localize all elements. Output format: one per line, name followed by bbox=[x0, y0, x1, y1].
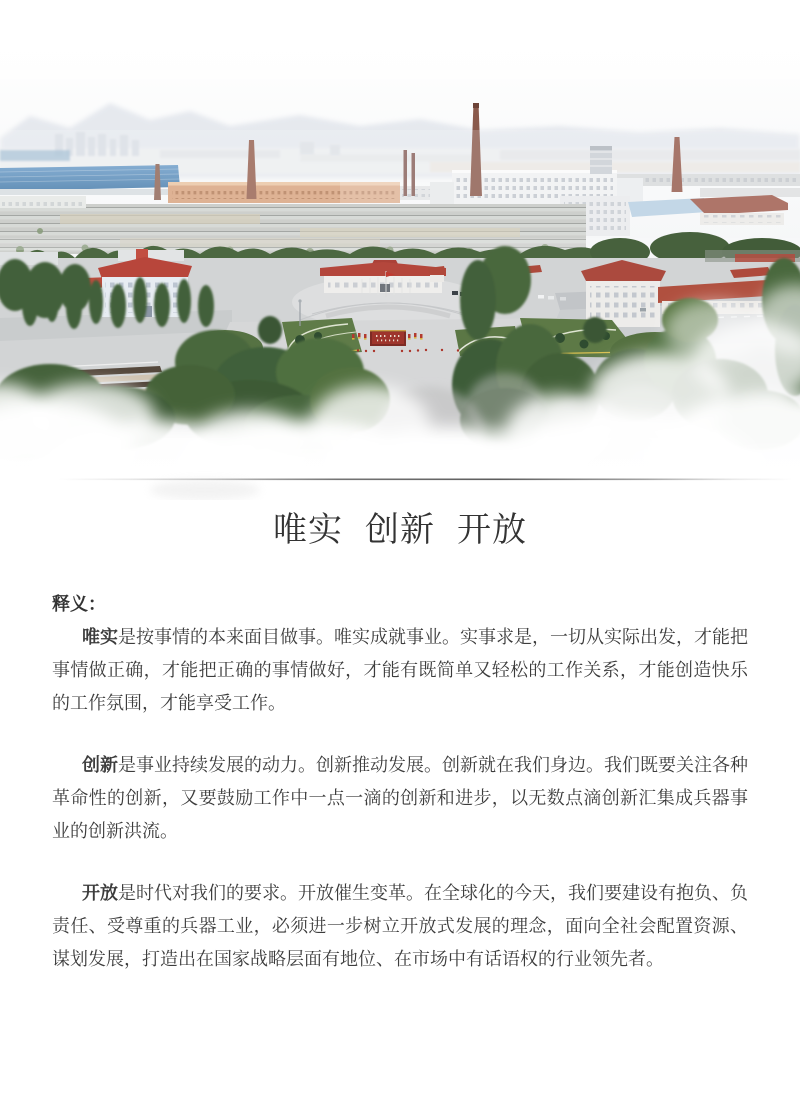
factory-aerial-photo bbox=[0, 0, 800, 500]
paragraph-weishi-text: 是按事情的本来面目做事。唯实成就事业。实事求是，一切从实际出发，才能把事情做正确，才能把正确的事情做好，才能有既简单又轻松的工作关系，才能创造快乐的工作氛围，才能享受工作。 bbox=[52, 627, 748, 714]
paragraph-chuangxin-text: 是事业持续发展的动力。创新推动发展。创新就在我们身边。我们既要关注各种革命性的创新，又要鼓励工作中一点一滴的创新和进步，以无数点滴创新汇集成兵器事业的创新洪流。 bbox=[52, 755, 748, 842]
paragraph-kaifang-text: 是时代对我们的要求。开放催生变革。在全球化的今天，我们要建设有抱负、负责任、受尊重的兵器工业，必须进一步树立开放式发展的理念，面向全社会配置资源、谋划发展，打造出在国家战略层面有地位、在市场中有话语权的行业领先者。 bbox=[52, 883, 748, 970]
paragraph-kaifang-lead: 开放 bbox=[82, 883, 118, 904]
definition-label: 释义： bbox=[52, 594, 106, 615]
section-divider-line bbox=[58, 479, 792, 481]
office-building-right bbox=[581, 260, 666, 327]
page-title bbox=[0, 507, 800, 553]
definition-content bbox=[52, 588, 748, 976]
title-word-kaifang: 开放 bbox=[457, 510, 527, 550]
paragraph-chuangxin bbox=[52, 749, 748, 848]
paragraph-weishi-lead: 唯实 bbox=[82, 627, 118, 648]
paragraph-weishi bbox=[52, 621, 748, 720]
monument-sign bbox=[370, 330, 406, 346]
title-word-chuangxin: 创新 bbox=[365, 510, 435, 550]
paragraph-chuangxin-lead: 创新 bbox=[82, 755, 118, 776]
title-word-weishi: 唯实 bbox=[273, 510, 343, 550]
paragraph-kaifang bbox=[52, 877, 748, 976]
fog-over-divider bbox=[150, 480, 260, 500]
